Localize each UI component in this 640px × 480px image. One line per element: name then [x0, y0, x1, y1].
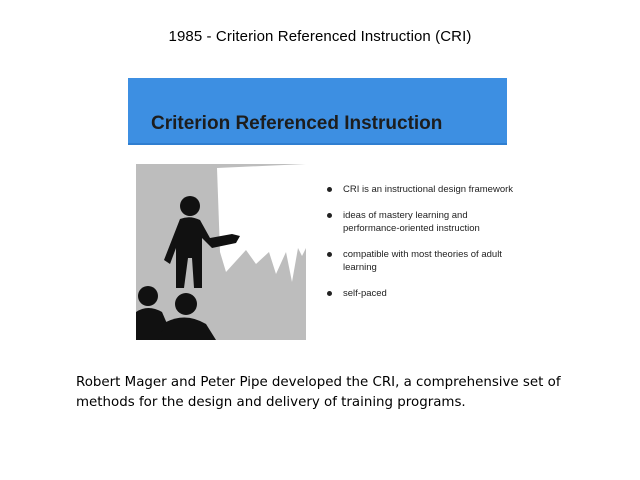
list-item-text: ideas of mastery learning and performance-oriented instruction: [343, 210, 480, 234]
list-item-text: CRI is an instructional design framework: [343, 184, 514, 195]
presenter-at-screen-icon: [136, 164, 306, 340]
bullet-icon: [327, 213, 332, 218]
list-item: [324, 209, 514, 235]
list-item: [324, 287, 514, 300]
caption: Robert Mager and Peter Pipe developed the CRI, a comprehensive set of methods for the design and delivery of training programs.: [76, 375, 561, 410]
list-item-text: self-paced: [343, 288, 387, 299]
list-item: [324, 248, 514, 274]
bullet-icon: [327, 291, 332, 296]
banner: [128, 78, 507, 145]
list-item: [324, 183, 514, 196]
bullet-list: [324, 183, 514, 313]
banner-title: Criterion Referenced Instruction: [151, 113, 443, 134]
bullet-icon: [327, 187, 332, 192]
bullet-icon: [327, 252, 332, 257]
list-item-text: compatible with most theories of adult learning: [343, 249, 502, 273]
slide-title: 1985 - Criterion Referenced Instruction (CRI): [168, 28, 472, 45]
